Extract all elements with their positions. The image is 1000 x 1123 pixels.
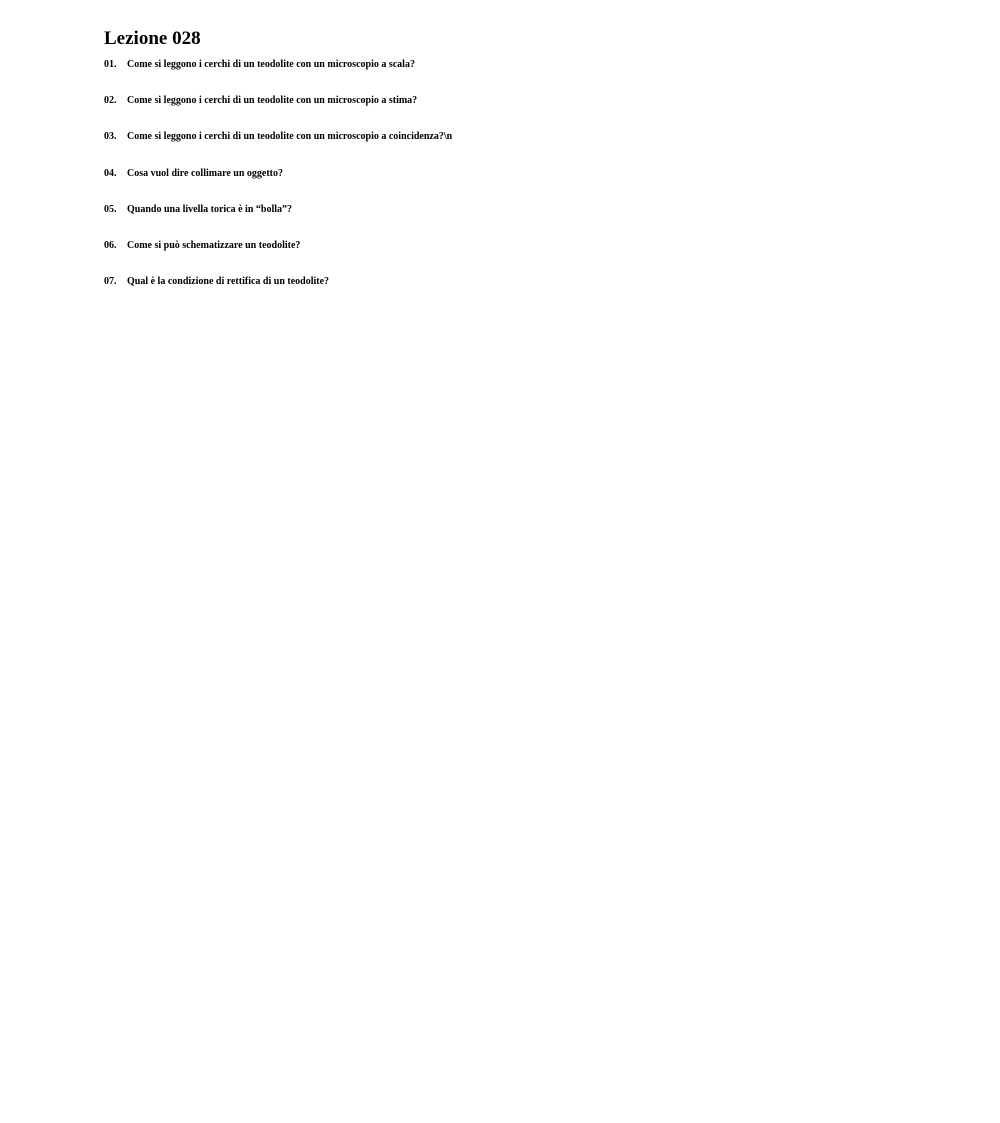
question-item — [104, 59, 964, 71]
question-number: 01. — [104, 59, 117, 70]
document-page — [104, 28, 964, 312]
question-item — [104, 131, 964, 143]
question-item — [104, 276, 964, 288]
question-item — [104, 168, 964, 180]
question-list — [104, 59, 964, 288]
question-number: 03. — [104, 131, 117, 143]
question-text: Qual è la condizione di rettifica di un teodolite? — [127, 276, 330, 288]
question-number: 04. — [104, 167, 117, 179]
question-item — [104, 95, 964, 107]
question-text: Come si leggono i cerchi di un teodolite con un microscopio a stima? — [127, 95, 418, 107]
question-text: Come si leggono i cerchi di un teodolite con un microscopio a coincidenza?\n — [127, 131, 453, 143]
question-text: Cosa vuol dire collimare un oggetto? — [127, 167, 284, 179]
page-title: Lezione 028 — [104, 28, 201, 49]
question-item — [104, 240, 964, 252]
question-text: Come si leggono i cerchi di un teodolite con un microscopio a scala? — [127, 59, 415, 70]
question-number: 07. — [104, 276, 117, 288]
question-item — [104, 204, 964, 216]
question-text: Come si può schematizzare un teodolite? — [127, 239, 301, 251]
question-number: 02. — [104, 95, 117, 107]
question-number: 06. — [104, 239, 117, 251]
question-number: 05. — [104, 203, 117, 215]
question-text: Quando una livella torica è in “bolla”? — [127, 203, 293, 215]
